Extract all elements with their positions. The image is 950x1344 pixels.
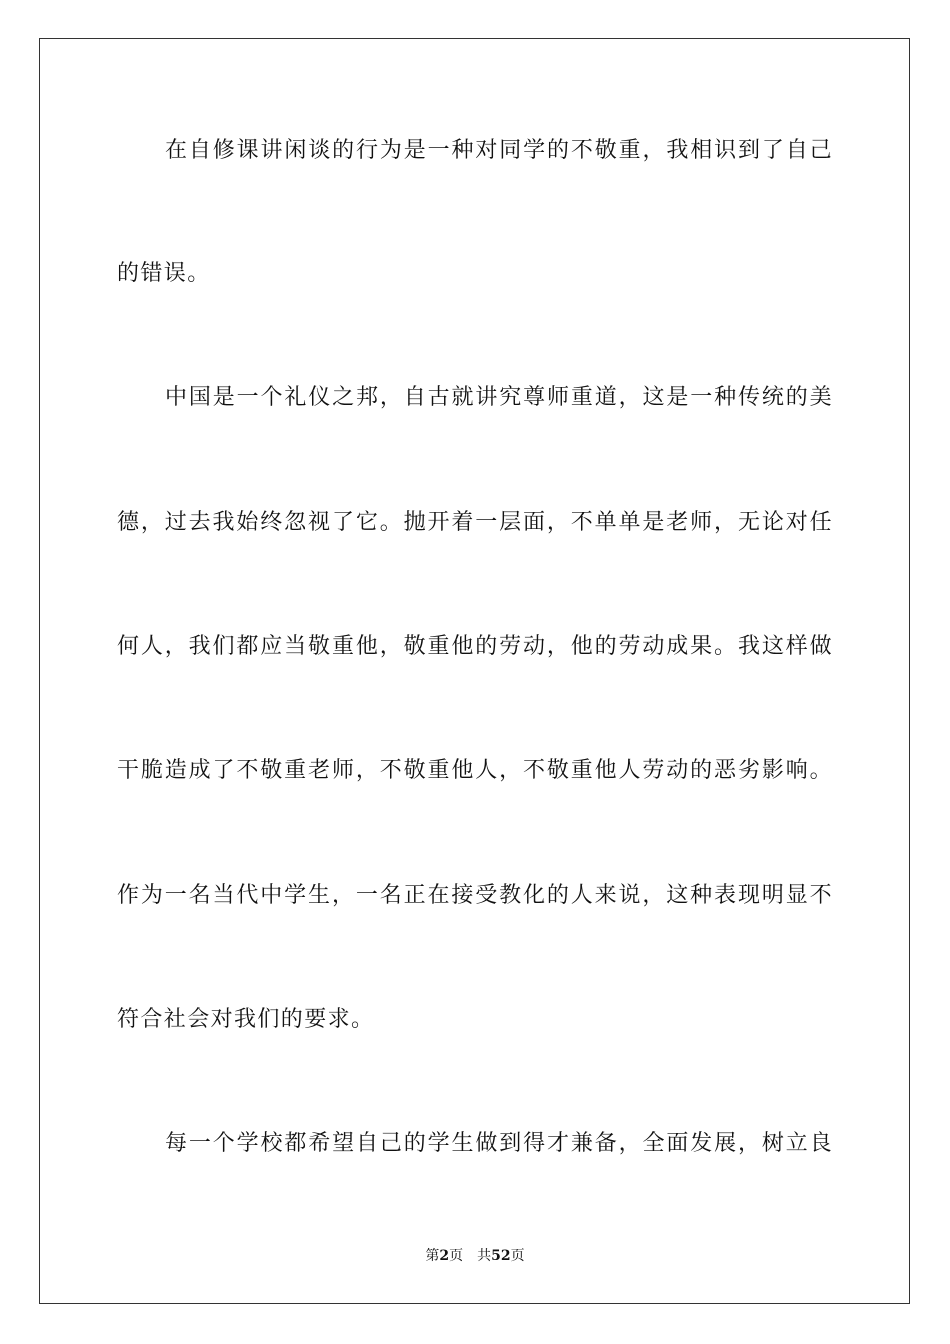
total-prefix: 共	[477, 1248, 492, 1264]
page-footer	[0, 1246, 950, 1266]
text-line-5: 何人，我们都应当敬重他，敬重他的劳动，他的劳动成果。我这样做	[117, 634, 833, 659]
text-line-8: 符合社会对我们的要求。	[117, 1007, 375, 1032]
text-line-1: 在自修课讲闲谈的行为是一种对同学的不敬重，我相识到了自己	[165, 138, 833, 163]
text-line-6: 干脆造成了不敬重老师，不敬重他人，不敬重他人劳动的恶劣影响。	[117, 758, 833, 783]
total-suffix: 页	[510, 1248, 525, 1264]
page-number: 2	[439, 1248, 450, 1264]
page-frame	[39, 38, 910, 1304]
text-line-4: 德，过去我始终忽视了它。抛开着一层面，不单单是老师，无论对任	[117, 510, 833, 535]
text-line-9: 每一个学校都希望自己的学生做到得才兼备，全面发展，树立良	[165, 1131, 833, 1156]
text-line-2: 的错误。	[117, 261, 211, 286]
text-line-3: 中国是一个礼仪之邦，自古就讲究尊师重道，这是一种传统的美	[165, 385, 833, 410]
page-suffix: 页	[449, 1248, 464, 1264]
total-pages: 52	[491, 1248, 511, 1264]
text-line-7: 作为一名当代中学生，一名正在接受教化的人来说，这种表现明显不	[117, 883, 833, 908]
page-prefix: 第	[425, 1248, 440, 1264]
